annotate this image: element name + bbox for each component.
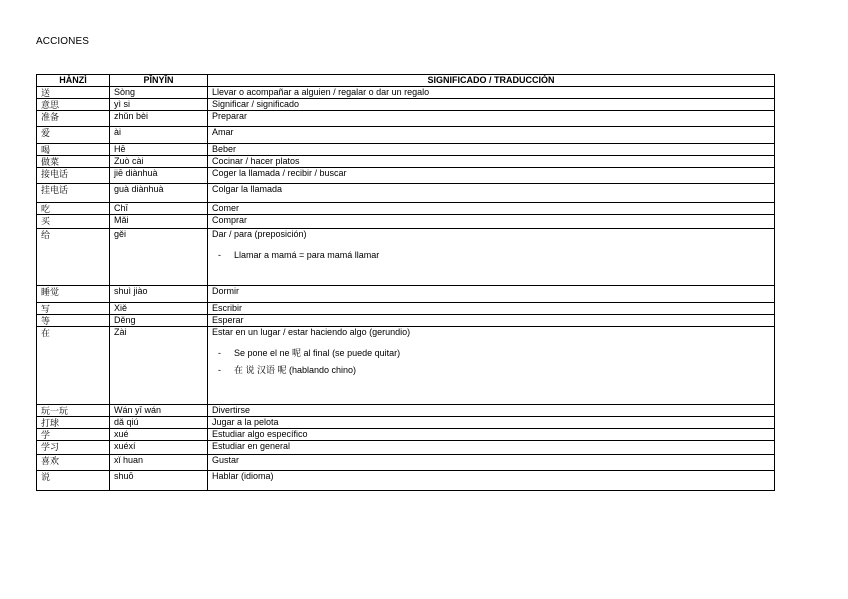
pinyin-cell: jiē diànhuà [110,168,208,184]
hanzi-cell: 挂电话 [37,184,110,203]
pinyin-cell: shuō [110,471,208,491]
hanzi-cell: 意思 [37,99,110,111]
pinyin-cell: ài [110,127,208,144]
meaning-text: Coger la llamada / recibir / buscar [212,168,347,178]
meaning-cell [208,286,775,303]
pinyin-cell: zhǔn bèi [110,111,208,127]
hanzi-cell: 做菜 [37,156,110,168]
meaning-note: - 在 说 汉语 呢 (hablando chino) [212,365,770,375]
table-row [37,111,775,127]
table-row [37,441,775,455]
pinyin-cell: guà diànhuà [110,184,208,203]
meaning-cell [208,127,775,144]
pinyin-cell: gěi [110,229,208,286]
hanzi-cell: 喜欢 [37,455,110,471]
meaning-cell [208,215,775,229]
hanzi-cell: 买 [37,215,110,229]
pinyin-cell: yì si [110,99,208,111]
meaning-cell [208,471,775,491]
meaning-cell [208,327,775,405]
meaning-cell [208,303,775,315]
pinyin-cell: Wán yī wán [110,405,208,417]
meaning-text: Divertirse [212,405,251,415]
hanzi-cell: 睡觉 [37,286,110,303]
hanzi-cell: 吃 [37,203,110,215]
table-row [37,471,775,491]
hanzi-cell: 学 [37,429,110,441]
pinyin-cell: Děng [110,315,208,327]
table-row [37,315,775,327]
hanzi-cell: 接电话 [37,168,110,184]
hanzi-cell: 爱 [37,127,110,144]
pinyin-cell: xué [110,429,208,441]
hanzi-cell: 玩一玩 [37,405,110,417]
pinyin-cell: Chī [110,203,208,215]
column-header-pinyin: PĪNYĪN [110,75,208,87]
pinyin-cell: Sòng [110,87,208,99]
meaning-cell [208,87,775,99]
hanzi-cell: 在 [37,327,110,405]
table-row [37,417,775,429]
meaning-cell [208,99,775,111]
meaning-cell [208,168,775,184]
pinyin-cell: Xiě [110,303,208,315]
hanzi-cell: 写 [37,303,110,315]
column-header-meaning: SIGNIFICADO / TRADUCCIÓN [208,75,775,87]
meaning-text: Beber [212,144,237,154]
meaning-text: Escribir [212,303,243,313]
table-row [37,215,775,229]
meaning-cell [208,203,775,215]
hanzi-cell: 打球 [37,417,110,429]
meaning-cell [208,405,775,417]
meaning-cell [208,429,775,441]
meaning-text: Comprar [212,215,248,225]
meaning-cell [208,229,775,286]
pinyin-cell: xuéxí [110,441,208,455]
meaning-cell [208,441,775,455]
pinyin-cell: dǎ qiú [110,417,208,429]
pinyin-cell: Mǎi [110,215,208,229]
table-row [37,229,775,286]
meaning-text: Esperar [212,315,244,325]
table-row [37,327,775,405]
meaning-cell [208,144,775,156]
meaning-text: Hablar (idioma) [212,471,274,481]
pinyin-cell: xǐ huan [110,455,208,471]
hanzi-cell: 学习 [37,441,110,455]
meaning-text: Dar / para (preposición) [212,229,307,239]
table-row [37,455,775,471]
table-row [37,99,775,111]
page-title: ACCIONES [36,36,90,47]
pinyin-cell: shuì jiào [110,286,208,303]
table-body [37,87,775,491]
table-row [37,203,775,215]
column-header-hanzi: HÀNZÌ [37,75,110,87]
table-row [37,168,775,184]
meaning-text: Colgar la llamada [212,184,283,194]
meaning-text: Comer [212,203,240,213]
hanzi-cell: 说 [37,471,110,491]
meaning-text: Estudiar algo específico [212,429,308,439]
meaning-text: Amar [212,127,234,137]
table-row [37,127,775,144]
pinyin-cell: Zuò cài [110,156,208,168]
hanzi-cell: 喝 [37,144,110,156]
table-row [37,405,775,417]
meaning-notes-list [212,250,770,260]
meaning-text: Dormir [212,286,239,296]
meaning-note: - Se pone el ne 呢 al final (se puede quitar) [212,348,770,358]
table-row [37,286,775,303]
table-header-row [37,75,775,87]
table-row [37,87,775,99]
meaning-cell [208,455,775,471]
pinyin-cell: Hē [110,144,208,156]
meaning-text: Significar / significado [212,99,300,109]
meaning-cell [208,184,775,203]
table-row [37,429,775,441]
hanzi-cell: 给 [37,229,110,286]
meaning-text: Estar en un lugar / estar haciendo algo (gerundio) [212,327,411,337]
table-row [37,303,775,315]
pinyin-cell: Zài [110,327,208,405]
meaning-text: Preparar [212,111,248,121]
meaning-text: Llevar o acompañar a alguien / regalar o dar un regalo [212,87,430,97]
meaning-text: Estudiar en general [212,441,291,451]
vocabulary-table [36,74,775,491]
table-row [37,144,775,156]
meaning-notes-list [212,348,770,375]
meaning-text: Cocinar / hacer platos [212,156,300,166]
meaning-note: - Llamar a mamá = para mamá llamar [212,250,770,260]
meaning-text: Jugar a la pelota [212,417,279,427]
hanzi-cell: 准备 [37,111,110,127]
meaning-cell [208,111,775,127]
meaning-text: Gustar [212,455,240,465]
table-row [37,156,775,168]
meaning-cell [208,156,775,168]
meaning-cell [208,315,775,327]
hanzi-cell: 等 [37,315,110,327]
table-row [37,184,775,203]
hanzi-cell: 送 [37,87,110,99]
meaning-cell [208,417,775,429]
